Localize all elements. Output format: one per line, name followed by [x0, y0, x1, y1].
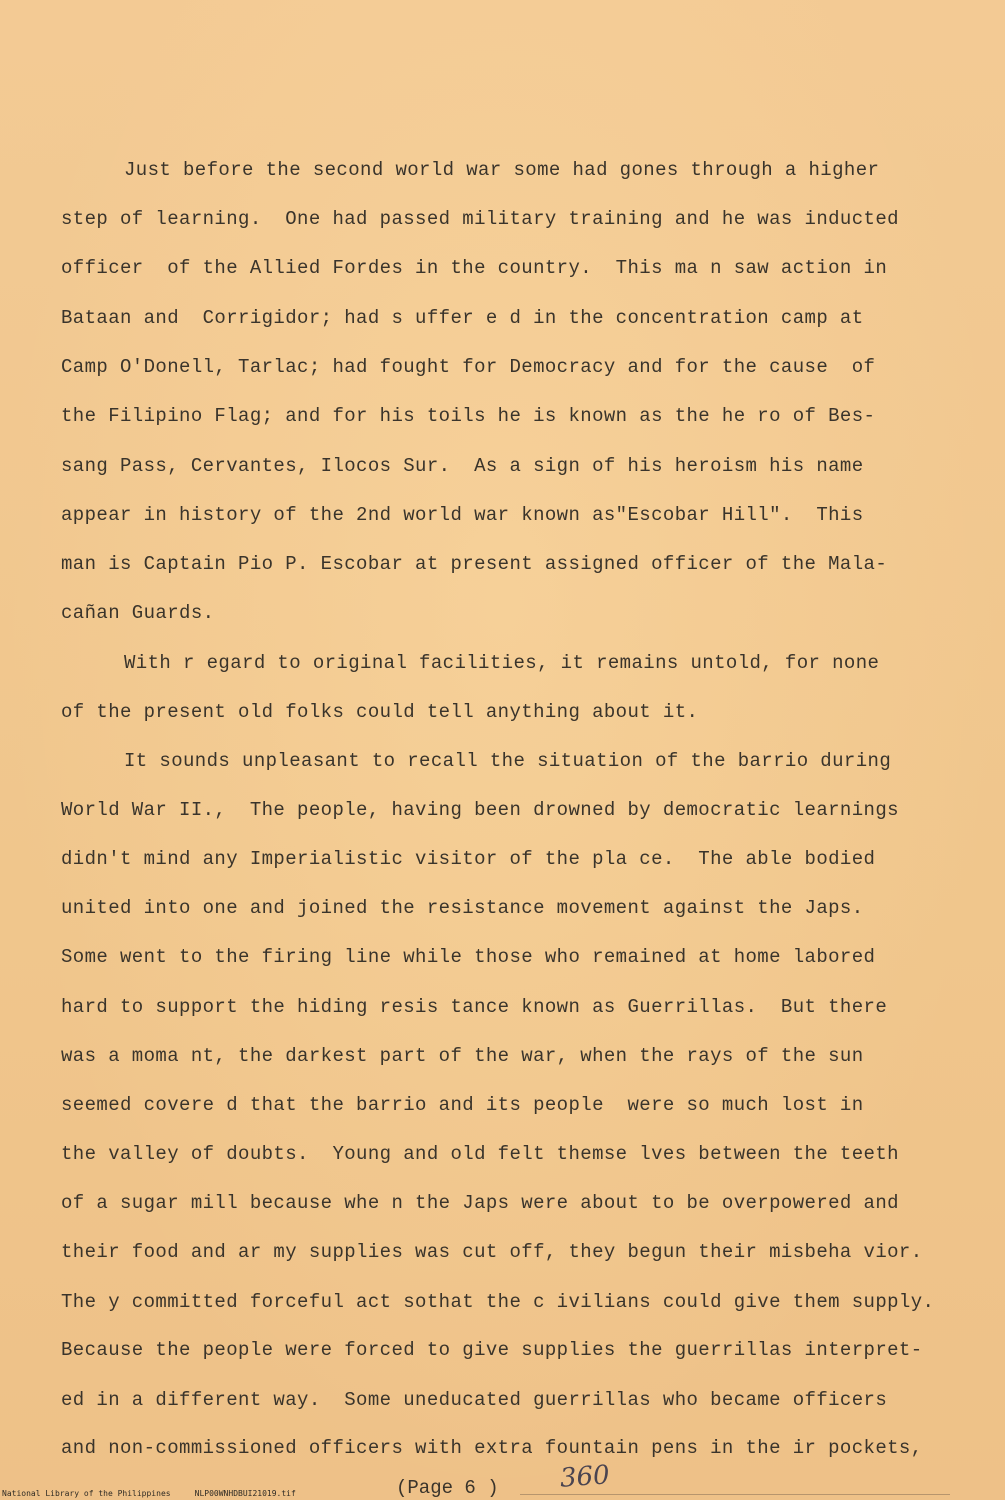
- text-line: World War II., The people, having been drowned by democratic learnings: [61, 799, 899, 821]
- scan-source-label: National Library of the Philippines NLP00WNHDBUI21019.tif: [2, 1489, 296, 1498]
- footer-rule: [520, 1494, 950, 1495]
- text-line: With r egard to original facilities, it remains untold, for none: [124, 652, 880, 674]
- text-line: united into one and joined the resistance movement against the Japs.: [61, 897, 864, 919]
- text-line: man is Captain Pio P. Escobar at present assigned officer of the Mala-: [61, 553, 888, 575]
- text-line: didn't mind any Imperialistic visitor of the pla ce. The able bodied: [61, 848, 876, 870]
- text-line: their food and ar my supplies was cut off, they begun their misbeha vior.: [61, 1241, 923, 1263]
- text-line: step of learning. One had passed military training and he was inducted: [61, 208, 899, 230]
- text-line: Camp O'Donell, Tarlac; had fought for Democracy and for the cause of: [61, 356, 876, 378]
- text-line: the valley of doubts. Young and old felt themse lves between the teeth: [61, 1143, 899, 1165]
- text-line: the Filipino Flag; and for his toils he is known as the he ro of Bes-: [61, 405, 876, 427]
- text-line: cañan Guards.: [61, 602, 215, 624]
- text-line: officer of the Allied Fordes in the country. This ma n saw action in: [61, 257, 888, 279]
- text-line: Just before the second world war some had gones through a higher: [124, 159, 880, 181]
- text-line: was a moma nt, the darkest part of the war, when the rays of the sun: [61, 1045, 864, 1067]
- text-line: and non-commissioned officers with extra fountain pens in the ir pockets,: [61, 1437, 923, 1459]
- page-number-label: (Page 6 ): [396, 1477, 499, 1499]
- text-line: seemed covere d that the barrio and its people were so much lost in: [61, 1094, 864, 1116]
- text-line: ed in a different way. Some uneducated guerrillas who became officers: [61, 1389, 888, 1411]
- text-line: Some went to the firing line while those who remained at home labored: [61, 946, 876, 968]
- text-line: The y committed forceful act sothat the c ivilians could give them supply.: [61, 1291, 935, 1313]
- text-line: appear in history of the 2nd world war known as"Escobar Hill". This: [61, 504, 864, 526]
- text-line: sang Pass, Cervantes, Ilocos Sur. As a sign of his heroism his name: [61, 455, 864, 477]
- text-line: of the present old folks could tell anything about it.: [61, 701, 699, 723]
- text-line: of a sugar mill because whe n the Japs were about to be overpowered and: [61, 1192, 899, 1214]
- text-line: It sounds unpleasant to recall the situation of the barrio during: [124, 750, 892, 772]
- text-line: Bataan and Corrigidor; had s uffer e d in the concentration camp at: [61, 307, 864, 329]
- handwritten-folio-number: 360: [559, 1460, 611, 1494]
- text-line: Because the people were forced to give supplies the guerrillas interpret-: [61, 1339, 923, 1361]
- text-line: hard to support the hiding resis tance known as Guerrillas. But there: [61, 996, 888, 1018]
